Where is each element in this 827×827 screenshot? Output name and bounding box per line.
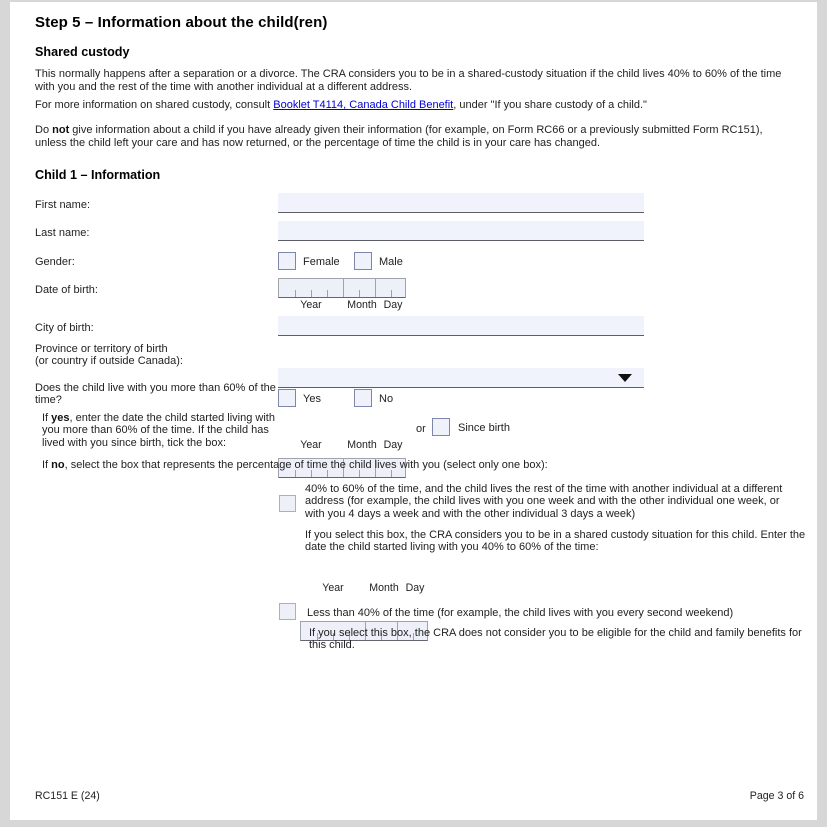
start-date-unit-labels <box>278 439 406 451</box>
paragraph-3-suffix: give information about a child if you have already given their information (for example, on Form RC66 or a previously submitted Form RC151), unless the child left your care and has now returned, or the percentage of time the child is in your care has changed. <box>35 124 763 149</box>
if-yes-instruction <box>42 412 282 449</box>
if-no-instruction <box>42 459 782 471</box>
gender-male-checkbox[interactable] <box>354 252 372 270</box>
q60-yes-label: Yes <box>303 393 321 405</box>
booklet-t4114-link[interactable]: Booklet T4114, Canada Child Benefit <box>273 99 454 111</box>
gender-female-label: Female <box>303 256 340 268</box>
date-digit-tick <box>391 290 392 297</box>
province-label-line1: Province or territory of birth <box>35 343 168 355</box>
day-label: Day <box>383 439 403 451</box>
since-birth-checkbox[interactable] <box>432 418 450 436</box>
paragraph-2-suffix: , under "If you share custody of a child." <box>453 99 647 111</box>
city-of-birth-input[interactable] <box>278 316 644 336</box>
if-yes-prefix: If <box>42 412 52 424</box>
if-no-bold: no <box>51 459 65 471</box>
last-name-input[interactable] <box>278 221 644 241</box>
form-page <box>10 2 817 820</box>
child1-heading: Child 1 – Information <box>35 168 161 182</box>
date-digit-tick <box>359 290 360 297</box>
since-birth-label: Since birth <box>458 422 510 434</box>
month-label: Month <box>369 582 399 594</box>
gender-female-checkbox[interactable] <box>278 252 296 270</box>
step-title: Step 5 – Information about the child(ren) <box>35 14 328 31</box>
if-yes-bold: yes <box>51 412 70 424</box>
custody-less-40-checkbox[interactable] <box>279 603 296 620</box>
footer-form-code: RC151 E (24) <box>35 790 100 802</box>
q60-label: Does the child live with you more than 60% of the time? <box>35 382 276 407</box>
gender-male-label: Male <box>379 256 403 268</box>
paragraph-2-prefix: For more information on shared custody, consult <box>35 99 274 111</box>
paragraph-3-bold: not <box>52 124 70 136</box>
date-digit-tick <box>295 290 296 297</box>
date-group-divider <box>375 279 376 297</box>
date-of-birth-label: Date of birth: <box>35 284 98 296</box>
custody-less-40-note: If you select this box, the CRA does not consider you to be eligible for the child and family benefits for this child. <box>309 627 802 652</box>
or-label: or <box>416 423 426 435</box>
q60-no-label: No <box>379 393 394 405</box>
date-group-divider <box>343 279 344 297</box>
day-label: Day <box>405 582 425 594</box>
month-label: Month <box>347 299 377 311</box>
custody-less-40-label: Less than 40% of the time (for example, the child lives with you every second weekend) <box>307 607 734 619</box>
date-digit-tick <box>311 290 312 297</box>
date-of-birth-unit-labels <box>278 299 406 311</box>
gender-label: Gender: <box>35 256 75 268</box>
first-name-label: First name: <box>35 199 91 211</box>
shared-custody-paragraph-1: This normally happens after a separation or a divorce. The CRA considers you to be in a shared-custody situation if the child lives 40% to 60% of the time with you and the rest of the time with another individual at a different address. <box>35 68 782 93</box>
shared-custody-date-unit-labels <box>300 582 428 594</box>
date-of-birth-input[interactable] <box>278 278 406 298</box>
first-name-input[interactable] <box>278 193 644 213</box>
shared-custody-heading: Shared custody <box>35 45 130 59</box>
day-label: Day <box>383 299 403 311</box>
shared-custody-paragraph-3 <box>35 124 793 150</box>
year-label: Year <box>300 299 322 311</box>
year-label: Year <box>300 439 322 451</box>
date-digit-tick <box>327 290 328 297</box>
if-no-suffix: , select the box that represents the percentage of time the child lives with you (select only one box): <box>64 459 548 471</box>
province-dropdown[interactable] <box>278 368 644 388</box>
year-label: Year <box>322 582 344 594</box>
q60-yes-checkbox[interactable] <box>278 389 296 407</box>
custody-40-60-note: If you select this box, the CRA considers you to be in a shared custody situation for this child. Enter the date the child started living with you 40% to 60% of the time: <box>305 529 806 554</box>
q60-no-checkbox[interactable] <box>354 389 372 407</box>
dropdown-arrow-icon <box>618 374 632 382</box>
footer-page-number: Page 3 of 6 <box>749 790 804 802</box>
if-yes-suffix: , enter the date the child started living with you more than 60% of the time. If the child has lived with you since birth, tick the box: <box>42 412 275 449</box>
shared-custody-paragraph-2 <box>35 99 805 112</box>
city-of-birth-label: City of birth: <box>35 322 94 334</box>
if-no-prefix: If <box>42 459 52 471</box>
province-label-line2: (or country if outside Canada): <box>35 355 183 367</box>
month-label: Month <box>347 439 377 451</box>
paragraph-3-prefix: Do <box>35 124 53 136</box>
custody-40-60-label: 40% to 60% of the time, and the child lives the rest of the time with another individual at a different address (for example, the child lives with you one week and with the other individual one week, or with you 4 days a week and with the other individual 3 days a week) <box>305 483 783 520</box>
custody-40-60-checkbox[interactable] <box>279 495 296 512</box>
last-name-label: Last name: <box>35 227 90 239</box>
